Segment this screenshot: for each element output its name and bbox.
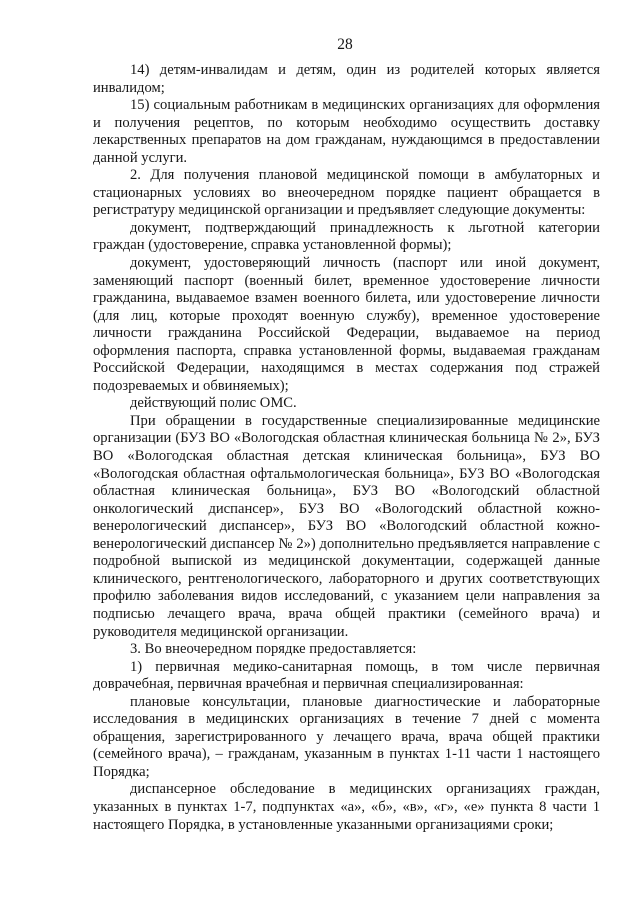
document-body — [93, 62, 600, 834]
paragraph-item-15: 15) социальным работникам в медицинских организациях для оформления и получения рецептов, по которым необходимо осуществить доставку лекарственных препаратов на дом гражданам, нуждающимся в предоставлении данной услуги. — [93, 97, 600, 166]
page-number: 28 — [337, 36, 353, 53]
paragraph-oms-policy: действующий полис ОМС. — [130, 395, 297, 412]
paragraph-planned-consultations: плановые консультации, плановые диагностические и лабораторные исследования в медицинских организациях в течение 7 дней с момента обращения, зарегистрированного у лечащего врача, врача общей практики (семейного врача), – гражданам, указанным в пунктах 1-11 части 1 настоящего Порядка; — [93, 693, 600, 780]
paragraph-specialized-organizations: При обращении в государственные специализированные медицинские организации (БУЗ ВО «Вологодская областная клиническая больница № 2», БУЗ ВО «Вологодская областная детская клиническая больница», БУЗ ВО «Вологодская областная офтальмологическая больница», БУЗ ВО «Вологодская областная клиническая больница», БУЗ ВО «Вологодский областной онкологический диспансер», БУЗ ВО «Вологодский областной кожно-венерологический диспансер», БУЗ ВО «Вологодский областной кожно-венерологический диспансер № 2») дополнительно предъявляется направление с подробной выпиской из медицинской документации, содержащей данные клинического, рентгенологического, лабораторного и других соответствующих профилю заболевания видов исследований, с указанием цели направления за подписью лечащего врача, врача общей практики (семейного врача) и руководителя медицинской организации. — [93, 412, 600, 640]
paragraph-privilege-document: документ, подтверждающий принадлежность к льготной категории граждан (удостоверение, справка установленной формы); — [93, 219, 600, 254]
paragraph-dispensary-examination: диспансерное обследование в медицинских организациях граждан, указанных в пунктах 1-7, подпунктах «а», «б», «в», «г», «е» пункта 8 части 1 настоящего Порядка, в установленные указанными организациями сроки; — [93, 781, 600, 833]
paragraph-section-2: 2. Для получения плановой медицинской помощи в амбулаторных и стационарных условиях во внеочередном порядке пациент обращается в регистратуру медицинской организации и предъявляет следующие документы: — [93, 167, 600, 219]
paragraph-item-14: 14) детям-инвалидам и детям, один из родителей которых является инвалидом; — [93, 62, 600, 96]
paragraph-identity-document: документ, удостоверяющий личность (паспорт или иной документ, заменяющий паспорт (военный билет, временное удостоверение личности гражданина, выдаваемое взамен военного билета, или удостоверение личности (для лиц, которые проходят военную службу), временное удостоверение личности гражданина Российской Федерации, выдаваемое на период оформления паспорта, справка установленной формы, выдаваемая гражданам Российской Федерации, находящимся в местах содержания под стражей подозреваемых и обвиняемых); — [93, 255, 600, 394]
paragraph-section-3: 3. Во внеочередном порядке предоставляется: — [130, 641, 417, 658]
paragraph-primary-care: 1) первичная медико-санитарная помощь, в том числе первичная доврачебная, первичная врачебная и первичная специализированная: — [93, 658, 600, 693]
